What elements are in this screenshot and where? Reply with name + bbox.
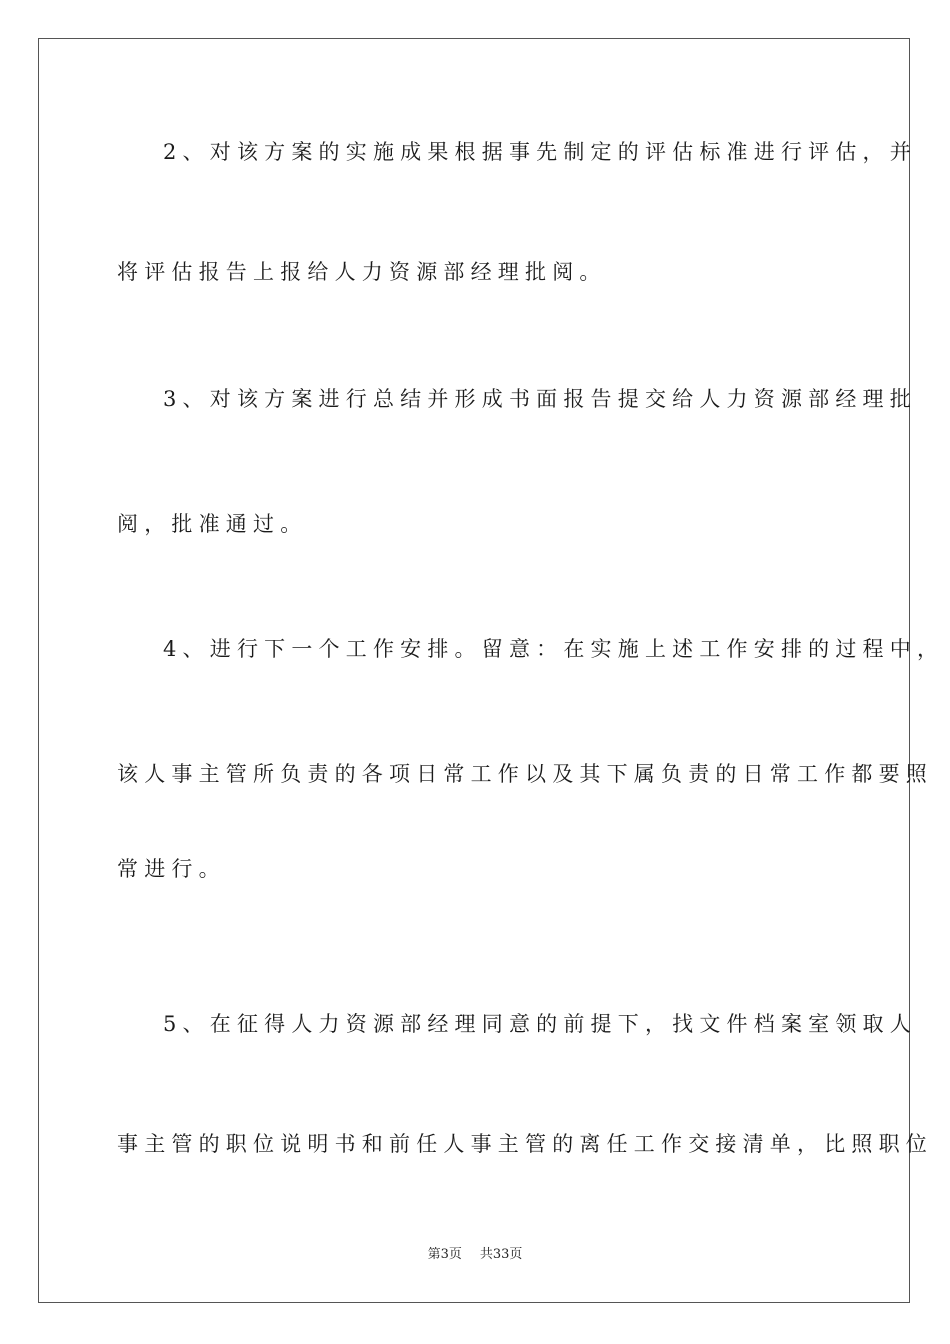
paragraph-4-line-1: 4、进行下一个工作安排。留意：在实施上述工作安排的过程中， — [163, 637, 945, 661]
total-pages-label: 共33页 — [479, 1247, 523, 1262]
paragraph-5-line-1: 5、在征得人力资源部经理同意的前提下，找文件档案室领取人 — [163, 1012, 917, 1036]
paragraph-3-line-1: 3、对该方案进行总结并形成书面报告提交给人力资源部经理批 — [163, 387, 917, 411]
paragraph-2-line-1: 2、对该方案的实施成果根据事先制定的评估标准进行评估，并 — [163, 140, 917, 164]
page-border — [38, 38, 945, 1303]
paragraph-5-line-2: 事主管的职位说明书和前任人事主管的离任工作交接清单，比照职位 — [117, 1132, 933, 1156]
paragraph-3-line-2: 阅，批准通过。 — [117, 512, 308, 536]
page-footer — [0, 1245, 950, 1265]
paragraph-4-line-2: 该人事主管所负责的各项日常工作以及其下属负责的日常工作都要照 — [117, 762, 933, 786]
paragraph-4-line-3: 常进行。 — [117, 857, 226, 881]
current-page-label: 第3页 — [427, 1247, 462, 1262]
paragraph-2-line-2: 将评估报告上报给人力资源部经理批阅。 — [117, 260, 607, 284]
